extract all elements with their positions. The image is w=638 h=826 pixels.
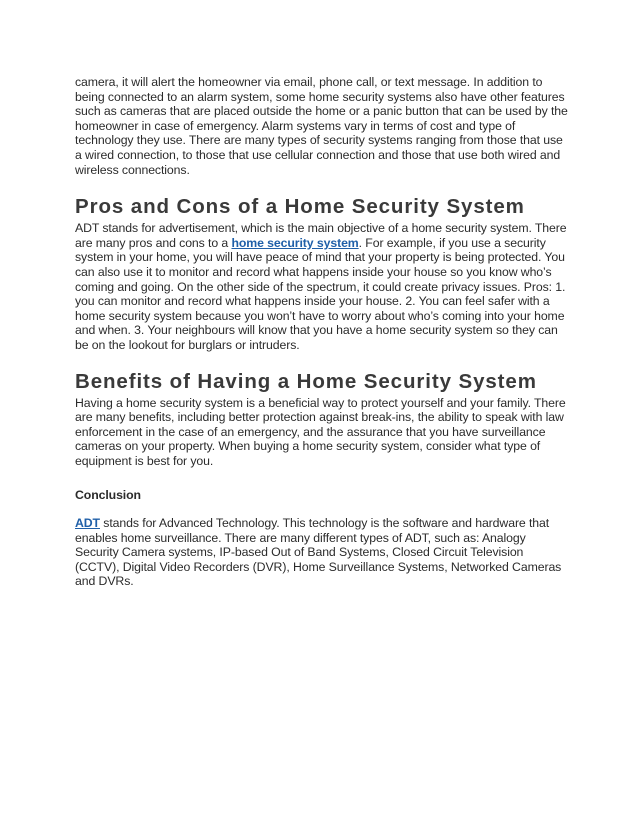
conclusion-paragraph (75, 516, 570, 589)
document-page (75, 75, 570, 589)
conclusion-text: stands for Advanced Technology. This technology is the software and hardware that enables home surveillance. There are many different types of ADT, such as: Analogy Security Camera systems, IP-based Out of Band Systems, Closed Circuit Television (CCTV), Digital Video Recorders (DVR), Home Surveillance Systems, Networked Cameras and DVRs. (75, 516, 562, 589)
pros-cons-text-end: . For example, if you use a security system in your home, you will have peace of mind that your property is being protected. You can also use it to monitor and record what happens inside your house so you know who’s coming and going. On the other side of the spectrum, it could create privacy issues. Pros: 1. you can monitor and record what happens inside your house. 2. You can feel safer with a home security system because you won’t have to worry about who’s coming into your home and when. 3. Your neighbours will know that you have a home security system so they can be on the lookout for burglars or intruders. (75, 235, 566, 352)
conclusion-heading: Conclusion (75, 488, 141, 503)
intro-paragraph: camera, it will alert the homeowner via email, phone call, or text message. In addition to being connected to an alarm system, some home security systems also have other features such as cameras that are placed outside the home or a panic button that can be used by the homeowner in case of emergency. Alarm systems vary in terms of cost and type of technology they use. There are many types of security systems ranging from those that use a wired connection, to those that use cellular connection and those that use both wired and wireless connections. (75, 75, 568, 177)
benefits-paragraph: Having a home security system is a beneficial way to protect yourself and your family. There are many benefits, including better protection against break-ins, the ability to speak with law enforcement in the case of an emergency, and the assurance that you have surveillance cameras on your property. When buying a home security system, consider what type of equipment is best for you. (75, 395, 566, 468)
pros-cons-paragraph (75, 221, 570, 352)
adt-link[interactable]: ADT (75, 516, 100, 531)
pros-cons-text-start: ADT stands for advertisement, which is the main objective of a home security system. There are many pros and cons to a (75, 221, 567, 250)
benefits-heading: Benefits of Having a Home Security System (75, 369, 537, 393)
pros-cons-heading: Pros and Cons of a Home Security System (75, 195, 525, 219)
home-security-system-link[interactable]: home security system (231, 235, 359, 250)
